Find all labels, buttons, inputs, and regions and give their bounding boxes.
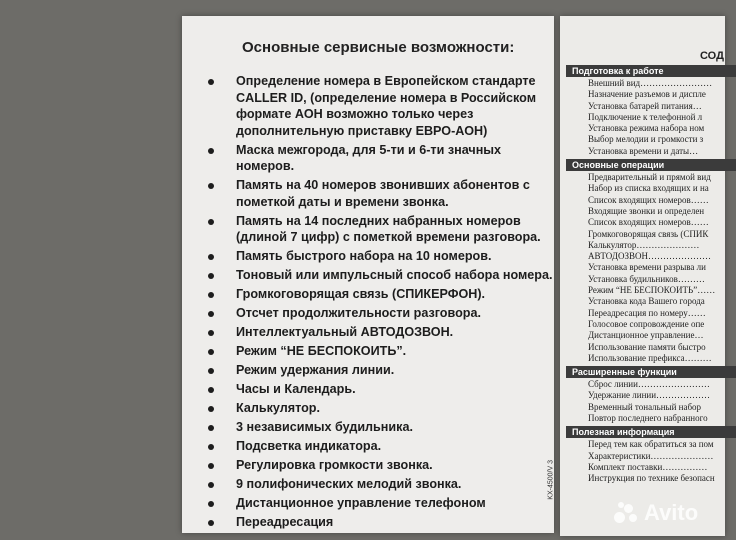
toc-item: Предварительный и прямой вид: [588, 172, 711, 183]
toc-item: Калькулятор…………………: [588, 239, 700, 250]
page-title: Основные сервисные возможности:: [242, 39, 515, 56]
feature-text: Переадресация: [236, 515, 334, 529]
toc-item: Список входящих номеров……: [588, 194, 709, 205]
toc-item: Перед тем как обратиться за пом: [588, 439, 714, 450]
avito-logo-icon: [614, 502, 640, 524]
feature-item: [200, 213, 553, 246]
bullet-icon: [208, 406, 214, 412]
feature-item: [200, 305, 553, 322]
toc-item: Дистанционное управление…: [588, 330, 704, 341]
toc-item: Инструкция по технике безопасн: [588, 473, 715, 484]
toc-item: Характеристики…………………: [588, 450, 714, 461]
toc-item: Список входящих номеров……: [588, 217, 709, 228]
toc-item: Повтор последнего набранного: [588, 413, 708, 424]
toc-item: Внешний вид……………………: [588, 78, 713, 88]
bullet-icon: [208, 444, 214, 450]
feature-item: [200, 267, 553, 284]
bullet-icon: [208, 148, 214, 154]
feature-text: 3 независимых будильника.: [236, 420, 413, 434]
toc-item: Сброс линии……………………: [588, 379, 710, 390]
feature-text: Память быстрого набора на 10 номеров.: [236, 249, 492, 263]
toc-item: Переадресация по номеру……: [588, 307, 706, 318]
feature-text: Регулировка громкости звонка.: [236, 458, 433, 472]
toc-item: Громкоговорящая связь (СПИК: [588, 228, 709, 239]
bullet-icon: [208, 254, 214, 260]
feature-item: [200, 343, 553, 360]
toc-section-header: Подготовка к работе: [566, 65, 736, 77]
feature-text: Дистанционное управление телефоном: [236, 496, 486, 510]
toc-item: Установка кода Вашего города: [588, 296, 705, 307]
left-page: [182, 16, 554, 533]
toc-item: Использование префикса………: [588, 352, 712, 363]
toc-section-header: Расширенные функции: [566, 366, 736, 378]
bullet-icon: [208, 349, 214, 355]
toc-item: Режим “НЕ БЕСПОКОИТЬ”……: [588, 285, 716, 296]
feature-text: Отсчет продолжительности разговора.: [236, 306, 481, 320]
bullet-icon: [208, 292, 214, 298]
bullet-icon: [208, 219, 214, 225]
toc-item: Входящие звонки и определен: [588, 205, 705, 216]
toc-item: Голосовое сопровождение опе: [588, 318, 705, 329]
bullet-icon: [208, 463, 214, 469]
feature-text: Часы и Календарь.: [236, 382, 356, 396]
feature-item: [200, 73, 553, 139]
toc-item: Удержание линии………………: [588, 390, 711, 401]
feature-item: [200, 142, 553, 175]
toc-item: Установка времени и даты…: [588, 145, 699, 156]
feature-text: Интеллектуальный АВТОДОЗВОН.: [236, 325, 454, 339]
feature-item: [200, 362, 553, 379]
feature-item: [200, 514, 553, 531]
bullet-icon: [208, 482, 214, 488]
bullet-icon: [208, 501, 214, 507]
feature-item: [200, 381, 553, 398]
bullet-icon: [208, 183, 214, 189]
toc-section-header: Полезная информация: [566, 426, 736, 438]
toc-item: Комплект поставки……………: [588, 461, 708, 472]
toc-item: Установка батарей питания…: [588, 100, 702, 111]
toc-item: Набор из списка входящих и на: [588, 183, 709, 194]
feature-item: [200, 177, 553, 210]
model-code: KX-4500/V 3: [548, 460, 555, 500]
feature-text: 9 полифонических мелодий звонка.: [236, 477, 462, 491]
bullet-icon: [208, 368, 214, 374]
bullet-icon: [208, 520, 214, 526]
bullet-icon: [208, 79, 214, 85]
bullet-icon: [208, 273, 214, 279]
feature-item: [200, 476, 553, 493]
bullet-icon: [208, 311, 214, 317]
feature-list: [200, 73, 553, 533]
toc-item: Назначение разъемов и диспле: [588, 89, 706, 100]
toc-item: Подключение к телефонной л: [588, 111, 703, 122]
toc-item: Выбор мелодии и громкости з: [588, 134, 704, 145]
feature-text: Режим удержания линии.: [236, 363, 395, 377]
toc-title: СОД: [700, 50, 724, 62]
toc-section-header: Основные операции: [566, 159, 736, 171]
feature-item: [200, 286, 553, 303]
toc-item: АВТОДОЗВОН…………………: [588, 251, 711, 262]
feature-text: (длиной 7 цифр) с пометкой времени разговора.: [236, 230, 541, 244]
feature-text: Память на 40 номеров звонивших абонентов с: [236, 178, 530, 192]
feature-item: [200, 495, 553, 512]
feature-item: [200, 248, 553, 265]
toc-item: Использование памяти быстро: [588, 341, 706, 352]
feature-text: Подсветка индикатора.: [236, 439, 382, 453]
feature-text: Громкоговорящая связь (СПИКЕРФОН).: [236, 287, 486, 301]
feature-text: Память на 14 последних набранных номеров: [236, 213, 521, 228]
toc-item: Установка времени разрыва ли: [588, 262, 706, 273]
toc-item: Установка будильников………: [588, 273, 705, 284]
feature-item: [200, 457, 553, 474]
watermark-text: Avito: [644, 500, 699, 525]
feature-text: дополнительную приставку ЕВРО-АОН): [236, 123, 488, 138]
bullet-icon: [208, 425, 214, 431]
avito-watermark: [614, 500, 698, 526]
feature-text: Калькулятор.: [236, 401, 320, 415]
right-page: [560, 16, 725, 536]
feature-text: CALLER ID, (определение номера в Российском: [236, 90, 537, 105]
feature-item: [200, 400, 553, 417]
bullet-icon: [208, 387, 214, 393]
bullet-icon: [208, 330, 214, 336]
feature-text: пометкой даты и времени звонка.: [236, 194, 449, 209]
feature-text: Режим “НЕ БЕСПОКОИТЬ”.: [236, 344, 407, 358]
toc-item: Временный тональный набор: [588, 401, 702, 412]
feature-text: номеров.: [236, 159, 295, 173]
feature-text: формате АОН возможно только через: [236, 107, 474, 121]
table-of-contents: [566, 63, 736, 485]
feature-item: [200, 438, 553, 455]
feature-text: Маска межгорода, для 5-ти и 6-ти значных: [236, 142, 502, 157]
feature-text: Определение номера в Европейском стандарте: [236, 74, 536, 88]
feature-text: Тоновый или импульсный способ набора номера.: [236, 268, 553, 282]
feature-item: [200, 419, 553, 436]
toc-item: Установка режима набора ном: [588, 123, 705, 134]
feature-item: [200, 324, 553, 341]
